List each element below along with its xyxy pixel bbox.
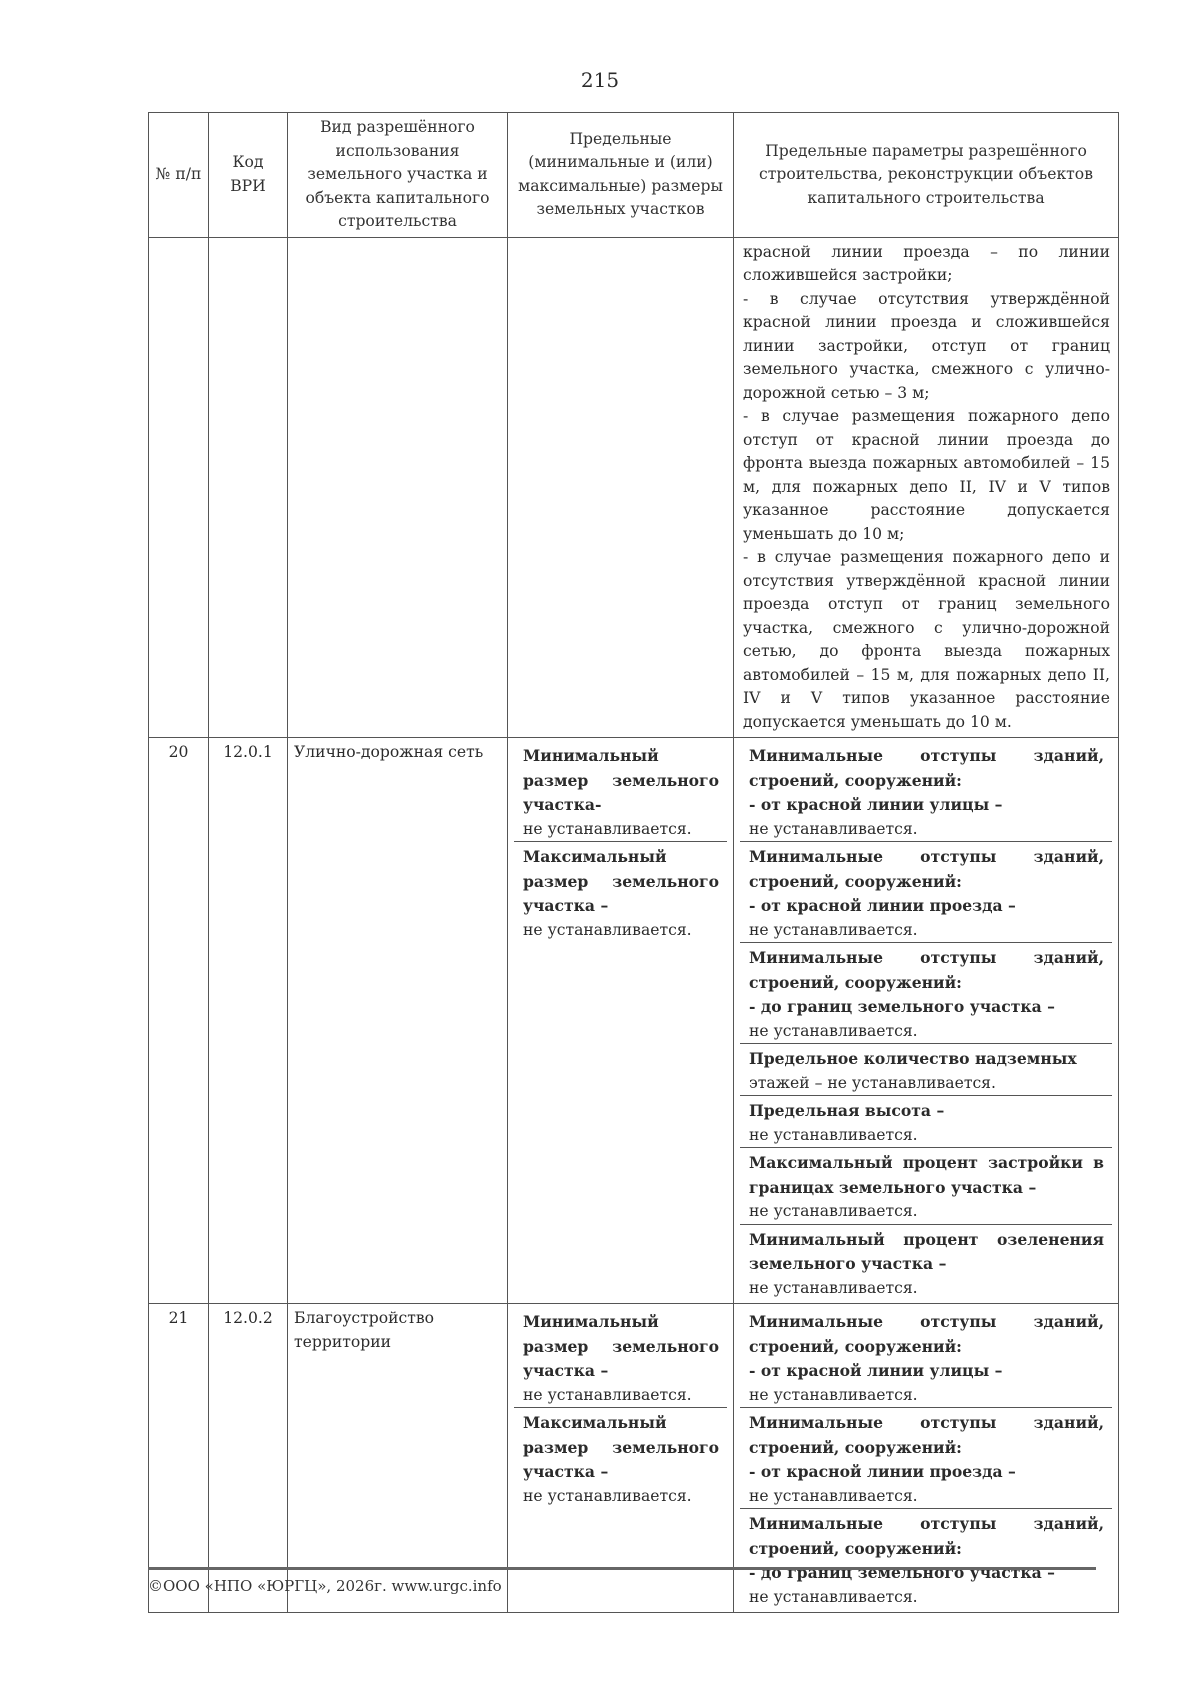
continuation-code: [209, 237, 288, 738]
table-header-row: [149, 113, 1119, 238]
size-entry: [514, 842, 727, 942]
param-entry: [740, 1307, 1112, 1408]
param-heading: Минимальные отступы зданий, строений, сооружений: - от красной линии улицы –: [749, 746, 1104, 814]
header-code: Код ВРИ: [209, 113, 288, 238]
size-value: не устанавливается.: [523, 1385, 692, 1404]
size-heading: Максимальный размер земельного участка –: [523, 847, 719, 915]
continuation-text: [734, 237, 1119, 738]
continuation-paragraph: красной линии проезда – по линии сложившейся застройки; - в случае отсутствия утверждённой красной линии проезда и сложившейся линии застройки, отступ от границ земельного участка, смежного с улично-дорожной сетью – 3 м; - в случае размещения пожарного депо отступ от красной линии проезда до фронта выезда пожарных автомобилей – 15 м, для пожарных депо II, IV и V типов указанное расстояние допускается уменьшать до 10 м; - в случае размещения пожарного депо и отсутствия утверждённой красной линии проезда отступ от границ земельного участка, смежного с улично-дорожной сетью, до фронта выезда пожарных автомобилей – 15 м, для пожарных депо II, IV и V типов указанное расстояние допускается уменьшать до 10 м.: [743, 242, 1110, 731]
param-value: не устанавливается.: [749, 920, 918, 939]
regulations-table: [148, 112, 1119, 1613]
param-value: этажей – не устанавливается.: [749, 1073, 996, 1092]
header-size: Предельные (минимальные и (или) максимальные) размеры земельных участков: [508, 113, 734, 238]
footer-divider: [148, 1567, 1096, 1570]
header-params: Предельные параметры разрешённого строительства, реконструкции объектов капитального строительства: [734, 113, 1119, 238]
continuation-size: [508, 237, 734, 738]
continuation-num: [149, 237, 209, 738]
param-value: не устанавливается.: [749, 1125, 918, 1144]
table-row: [149, 738, 1119, 1304]
param-entry: [740, 741, 1112, 842]
param-entry: [740, 842, 1112, 943]
row-num: 20: [149, 738, 209, 1304]
param-heading: Минимальный процент озеленения земельного участка –: [749, 1229, 1104, 1273]
size-entry: [514, 1408, 727, 1508]
param-heading: Предельная высота –: [749, 1101, 945, 1120]
header-use: Вид разрешённого использования земельного участка и объекта капитального строительства: [288, 113, 508, 238]
param-heading: Максимальный процент застройки в границах земельного участка –: [749, 1153, 1104, 1197]
row-use: Улично-дорожная сеть: [288, 738, 508, 1304]
param-heading: Предельное количество надземных: [749, 1049, 1077, 1068]
size-value: не устанавливается.: [523, 1486, 692, 1505]
row-sizes: [508, 738, 734, 1304]
size-entry: [514, 741, 727, 842]
row-code: 12.0.1: [209, 738, 288, 1304]
param-heading: Минимальные отступы зданий, строений, сооружений: - до границ земельного участка –: [749, 1514, 1104, 1582]
size-heading: Минимальный размер земельного участка-: [523, 746, 719, 814]
size-value: не устанавливается.: [523, 819, 692, 838]
param-entry: [740, 1509, 1112, 1609]
param-value: не устанавливается.: [749, 1202, 918, 1220]
size-heading: Минимальный размер земельного участка –: [523, 1312, 719, 1380]
param-value: не устанавливается.: [749, 1486, 918, 1505]
param-entry: [740, 943, 1112, 1044]
footer-copyright: ©ООО «НПО «ЮРГЦ», 2026г. www.urgc.info: [148, 1577, 502, 1595]
param-value: не устанавливается.: [749, 819, 918, 838]
continuation-row: [149, 237, 1119, 738]
param-entry: [740, 1096, 1112, 1148]
param-heading: Минимальные отступы зданий, строений, сооружений: - от красной линии проезда –: [749, 847, 1104, 915]
row-num: 21: [149, 1304, 209, 1613]
continuation-use: [288, 237, 508, 738]
row-use: Благоустройство территории: [288, 1304, 508, 1613]
row-params: [734, 738, 1119, 1304]
size-value: не устанавливается.: [523, 920, 692, 939]
page-number: 215: [580, 68, 620, 92]
param-value: не устанавливается.: [749, 1021, 918, 1040]
row-code: 12.0.2: [209, 1304, 288, 1613]
param-entry: [740, 1148, 1112, 1225]
param-value: не устанавливается.: [749, 1385, 918, 1404]
size-heading: Максимальный размер земельного участка –: [523, 1413, 719, 1481]
param-heading: Минимальные отступы зданий, строений, сооружений: - от красной линии улицы –: [749, 1312, 1104, 1380]
param-entry: [740, 1044, 1112, 1096]
header-num: № п/п: [149, 113, 209, 238]
param-entry: [740, 1225, 1112, 1301]
param-heading: Минимальные отступы зданий, строений, сооружений: - до границ земельного участка –: [749, 948, 1104, 1016]
param-entry: [740, 1408, 1112, 1509]
param-value: не устанавливается.: [749, 1587, 918, 1606]
param-heading: Минимальные отступы зданий, строений, сооружений: - от красной линии проезда –: [749, 1413, 1104, 1481]
size-entry: [514, 1307, 727, 1408]
param-value: не устанавливается.: [749, 1278, 918, 1297]
